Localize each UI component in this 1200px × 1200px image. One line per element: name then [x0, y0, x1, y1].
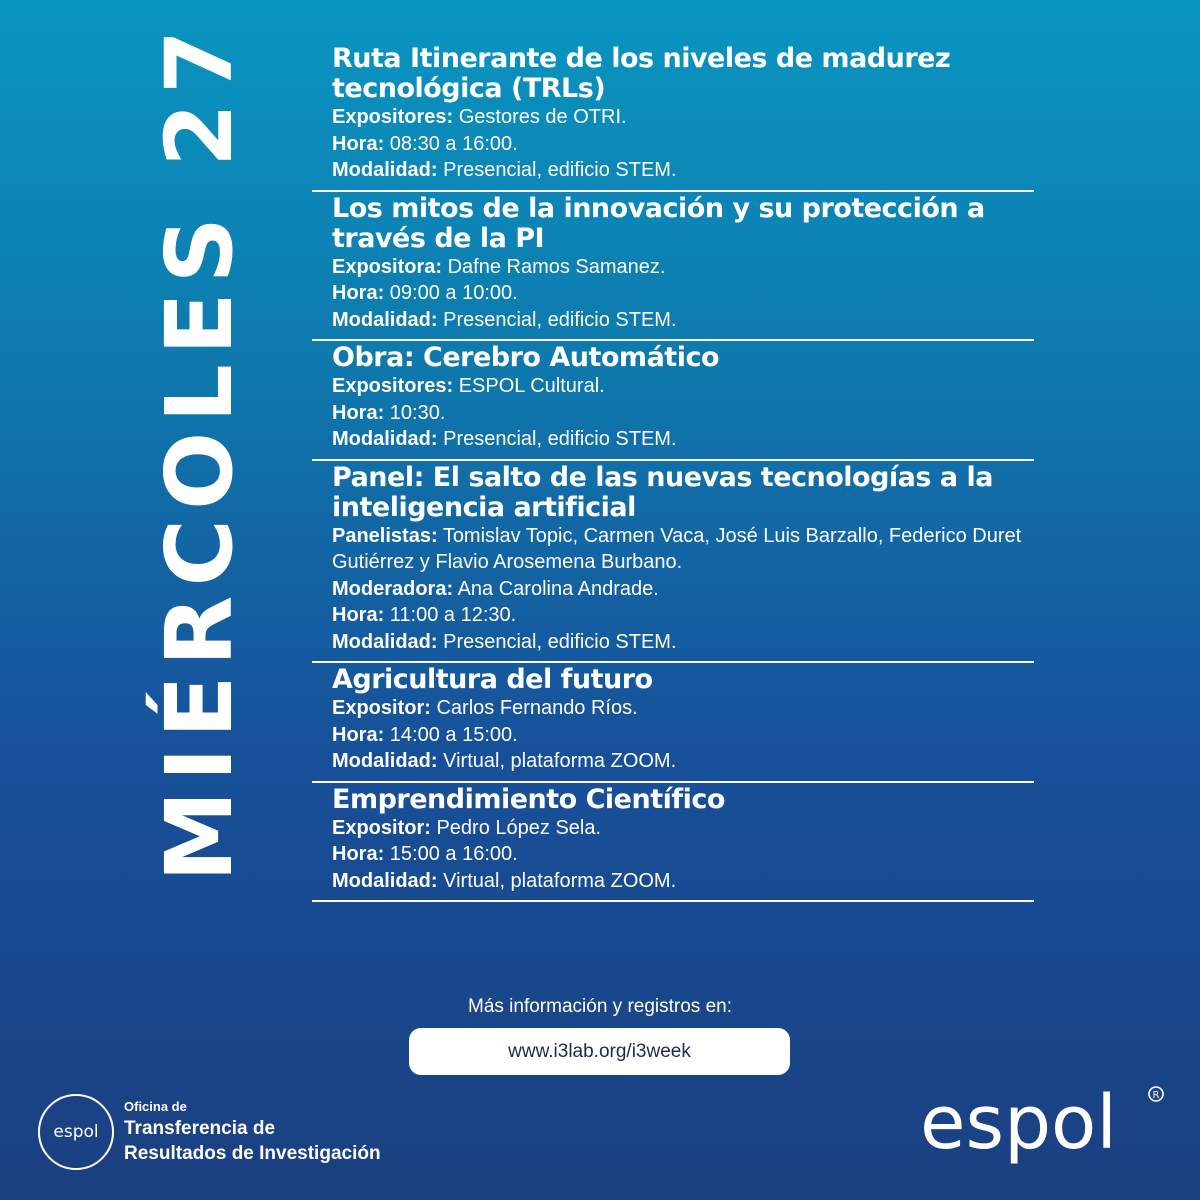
event-detail-value: 14:00 a 15:00. [389, 723, 518, 746]
event-detail-value: Presencial, edificio STEM. [443, 630, 677, 653]
event-detail-value: 09:00 a 10:00. [389, 282, 518, 304]
event-detail-value: Virtual, plataforma ZOOM. [443, 750, 677, 772]
event-detail [332, 841, 1034, 868]
event-detail-value: 11:00 a 12:30. [389, 604, 517, 626]
event-detail-label: Modalidad: [332, 630, 438, 653]
event-detail-value: Presencial, edificio STEM. [443, 428, 677, 450]
event-detail-label: Modalidad: [332, 869, 438, 892]
event-detail [332, 426, 1034, 453]
event-item [312, 783, 1034, 903]
event-detail-label: Hora: [332, 843, 385, 865]
event-detail-value: 10:30. [389, 401, 446, 424]
day-title: MIÉRCOLES 27 [146, 21, 253, 882]
office-name [124, 1098, 381, 1166]
event-title: Los mitos de la innovación y su protección a través de la PI [332, 192, 985, 254]
event-detail-value: 08:30 a 16:00. [389, 132, 518, 155]
event-item [312, 663, 1034, 783]
event-detail-value: 15:00 a 16:00. [389, 843, 518, 865]
espol-logo-text: espol [920, 1080, 1117, 1166]
event-item [312, 42, 1034, 192]
event-title: Obra: Cerebro Automático [332, 342, 720, 373]
event-detail-label: Expositor: [332, 816, 431, 839]
event-detail [332, 280, 1034, 307]
event-detail-label: Modalidad: [332, 428, 438, 450]
event-title: Panel: El salto de las nuevas tecnologías a la inteligencia artificial [332, 461, 993, 523]
event-detail-label: Panelistas: [332, 524, 438, 547]
event-detail-label: Hora: [332, 604, 385, 626]
event-detail [332, 722, 1034, 749]
event-detail [332, 373, 1034, 400]
event-detail-value: Tomislav Topic, Carmen Vaca, José Luis Barzallo, Federico Duret Gutiérrez y Flavio Arosemena Burbano. [332, 524, 1022, 573]
event-detail [332, 815, 1034, 842]
event-title: Emprendimiento Científico [332, 783, 725, 815]
event-detail-value: ESPOL Cultural. [458, 375, 605, 397]
event-detail-label: Hora: [332, 401, 385, 424]
office-logo [38, 1094, 114, 1170]
event-title: Agricultura del futuro [332, 664, 653, 695]
office-line-2: Transferencia de [124, 1118, 276, 1139]
event-detail-label: Moderadora: [332, 577, 454, 600]
events-list [312, 42, 1034, 902]
office-line-1: Oficina de [124, 1099, 187, 1114]
event-item [312, 192, 1034, 342]
event-detail-value: Presencial, edificio STEM. [443, 308, 677, 331]
event-detail-label: Expositores: [332, 375, 454, 397]
registration-url-link[interactable]: www.i3lab.org/i3week [409, 1028, 790, 1075]
event-detail [332, 695, 1034, 722]
event-title: Ruta Itinerante de los niveles de madurez tecnológica (TRLs) [332, 43, 951, 104]
event-detail-value: Pedro López Sela. [436, 816, 602, 839]
more-info-label [0, 996, 1200, 1018]
event-detail [332, 131, 1034, 158]
event-detail [332, 307, 1034, 334]
event-detail [332, 602, 1034, 629]
event-detail-label: Hora: [332, 723, 385, 746]
event-detail-value: Virtual, plataforma ZOOM. [443, 869, 677, 892]
event-detail-label: Modalidad: [332, 308, 438, 331]
event-detail-label: Expositora: [332, 255, 443, 278]
event-detail-value: Dafne Ramos Samanez. [447, 255, 666, 278]
event-detail [332, 576, 1034, 603]
more-info-text: Más información y registros en: [468, 996, 732, 1017]
espol-logo [920, 1078, 1170, 1178]
event-detail-label: Modalidad: [332, 750, 438, 772]
event-detail-value: Carlos Fernando Ríos. [436, 697, 638, 719]
event-detail-label: Hora: [332, 282, 385, 304]
office-block [38, 1094, 381, 1170]
event-detail-label: Modalidad: [332, 159, 438, 181]
office-logo-text: espol [53, 1122, 99, 1142]
event-item [312, 341, 1034, 461]
event-detail-label: Expositor: [332, 697, 431, 719]
event-detail-label: Expositores: [332, 106, 454, 128]
event-detail-value: Ana Carolina Andrade. [457, 577, 659, 600]
event-detail [332, 254, 1034, 281]
event-detail [332, 104, 1034, 131]
event-item [312, 461, 1034, 664]
registered-mark-letter: R [1152, 1090, 1160, 1101]
event-detail-value: Presencial, edificio STEM. [443, 159, 677, 181]
event-detail [332, 157, 1034, 184]
event-detail [332, 400, 1034, 427]
office-line-3: Resultados de Investigación [124, 1143, 381, 1164]
event-detail-label: Hora: [332, 132, 385, 155]
event-detail [332, 748, 1034, 775]
event-detail-value: Gestores de OTRI. [458, 106, 627, 128]
event-detail [332, 868, 1034, 895]
event-detail [332, 523, 1034, 576]
event-detail [332, 629, 1034, 656]
